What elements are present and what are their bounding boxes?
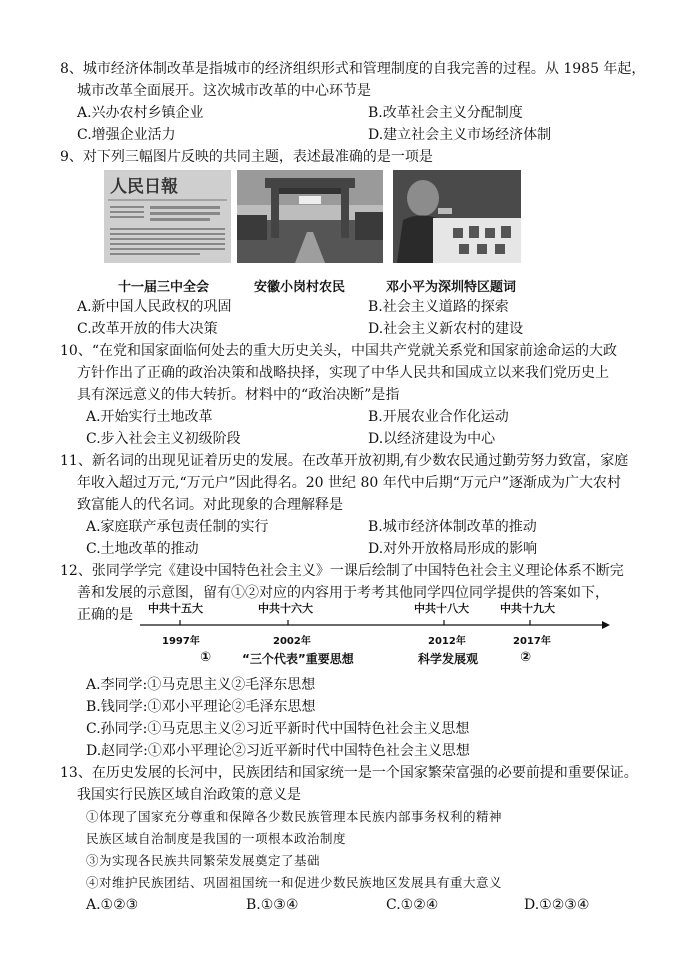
timeline-scientific-development: 科学发展观 (418, 652, 479, 666)
timeline-year-2012: 2012年 (428, 636, 466, 647)
caption-xiaogang: 安徽小岗村农民 (254, 280, 346, 295)
q11-stem-line2: 年收入超过万元,“万元户”因此得名。20 世纪 80 年代中后期“万元户”逐渐成为广大农村 (77, 475, 622, 491)
timeline-year-2017: 2017年 (513, 636, 551, 647)
xiaogang-village-photo (237, 170, 383, 263)
q12-option-a: A.李同学:①马克思主义②毛泽东思想 (86, 677, 316, 693)
newspaper-photo (104, 170, 231, 263)
q13-option-b: B.①③④ (246, 897, 299, 913)
timeline-congress-18: 中共十八大 (414, 602, 469, 615)
timeline-congress-16: 中共十六大 (258, 602, 313, 615)
q9-option-c: C.改革开放的伟大决策 (77, 321, 218, 337)
q10-option-a: A.开始实行土地改革 (86, 409, 213, 425)
q13-statement-3: ③为实现各民族共同繁荣发展奠定了基础 (86, 853, 321, 868)
q13-statement-4: ④对维护民族团结、巩固祖国统一和促进少数民族地区发展具有重大意义 (86, 875, 503, 890)
q9-stem: 9、对下列三幅图片反映的共同主题，表述最准确的是一项是 (60, 149, 433, 165)
q10-option-c: C.步入社会主义初级阶段 (86, 431, 241, 447)
q11-stem-line1: 11、新名词的出现见证着历史的发展。在改革开放初期,有少数农民通过勤劳努力致富，家庭 (60, 453, 629, 469)
q8-option-c: C.增强企业活力 (77, 127, 176, 143)
timeline-year-1997: 1997年 (162, 636, 200, 647)
q11-option-d: D.对外开放格局形成的影响 (368, 541, 538, 557)
q10-stem-line2: 方针作出了正确的政治决策和战略抉择，实现了中华人民共和国成立以来我们党历史上 (77, 365, 609, 381)
q12-stem-line3: 正确的是 (77, 607, 133, 623)
q10-stem-line3: 具有深远意义的伟大转折。材料中的“政治决断”是指 (77, 387, 400, 403)
caption-third-plenum: 十一届三中全会 (118, 280, 210, 295)
timeline-blank-2: ② (520, 650, 532, 665)
q11-option-a: A.家庭联产承包责任制的实行 (86, 519, 269, 535)
q13-stem-line2: 我国实行民族区域自治政策的意义是 (77, 787, 301, 803)
q10-stem-line1: 10、“在党和国家面临何处去的重大历史关头，中国共产党就关系党和国家前途命运的大政 (60, 343, 617, 359)
q8-stem-line2: 城市改革全面展开。这次城市改革的中心环节是 (77, 83, 371, 99)
q12-stem-line1: 12、张同学学完《建设中国特色社会主义》一课后绘制了中国特色社会主义理论体系不断完 (60, 563, 624, 579)
timeline-congress-19: 中共十九大 (500, 602, 555, 615)
q8-option-a: A.兴办农村乡镇企业 (77, 105, 204, 121)
timeline-year-2002: 2002年 (273, 636, 311, 647)
q9-option-b: B.社会主义道路的探索 (368, 299, 509, 315)
q9-option-d: D.社会主义新农村的建设 (368, 321, 524, 337)
q13-stem-line1: 13、在历史发展的长河中，民族团结和国家统一是一个国家繁荣富强的必要前提和重要保证。 (60, 765, 638, 781)
caption-deng-shenzhen: 邓小平为深圳特区题词 (386, 280, 517, 295)
timeline-axis (140, 618, 610, 632)
q11-option-c: C.土地改革的推动 (86, 541, 199, 557)
q13-option-c: C.①②④ (386, 897, 439, 913)
q8-option-b: B.改革社会主义分配制度 (368, 105, 523, 121)
q12-option-b: B.钱同学:①邓小平理论②毛泽东思想 (86, 699, 316, 715)
newspaper-masthead: 人民日報 (110, 177, 178, 197)
q8-stem-line1: 8、城市经济体制改革是指城市的经济组织形式和管理制度的自我完善的过程。从 1985 年起， (60, 61, 646, 77)
q13-statement-1: ①体现了国家充分尊重和保障各少数民族管理本民族内部事务权利的精神 (86, 809, 503, 824)
q9-option-a: A.新中国人民政权的巩固 (77, 299, 232, 315)
q12-stem-line2: 善和发展的示意图，留有①②对应的内容用于考考其他同学四位同学提供的答案如下， (77, 585, 609, 601)
q8-option-d: D.建立社会主义市场经济体制 (368, 127, 552, 143)
q12-option-c: C.孙同学:①马克思主义②习近平新时代中国特色社会主义思想 (86, 721, 470, 737)
timeline-blank-1: ① (200, 650, 212, 665)
timeline-congress-15: 中共十五大 (148, 602, 203, 615)
q13-statement-2: 民族区域自治制度是我国的一项根本政治制度 (86, 831, 347, 846)
q12-option-d: D.赵同学:①邓小平理论②习近平新时代中国特色社会主义思想 (86, 743, 470, 759)
q13-option-d: D.①②③④ (524, 897, 590, 913)
q10-option-d: D.以经济建设为中心 (368, 431, 496, 447)
q13-option-a: A.①②③ (86, 897, 139, 913)
q10-option-b: B.开展农业合作化运动 (368, 409, 509, 425)
q11-stem-line3: 致富能人的代名词。对此现象的合理解释是 (77, 497, 343, 513)
q11-option-b: B.城市经济体制改革的推动 (368, 519, 537, 535)
timeline-three-represents: “三个代表”重要思想 (242, 652, 354, 666)
deng-inscription-photo (393, 170, 521, 263)
